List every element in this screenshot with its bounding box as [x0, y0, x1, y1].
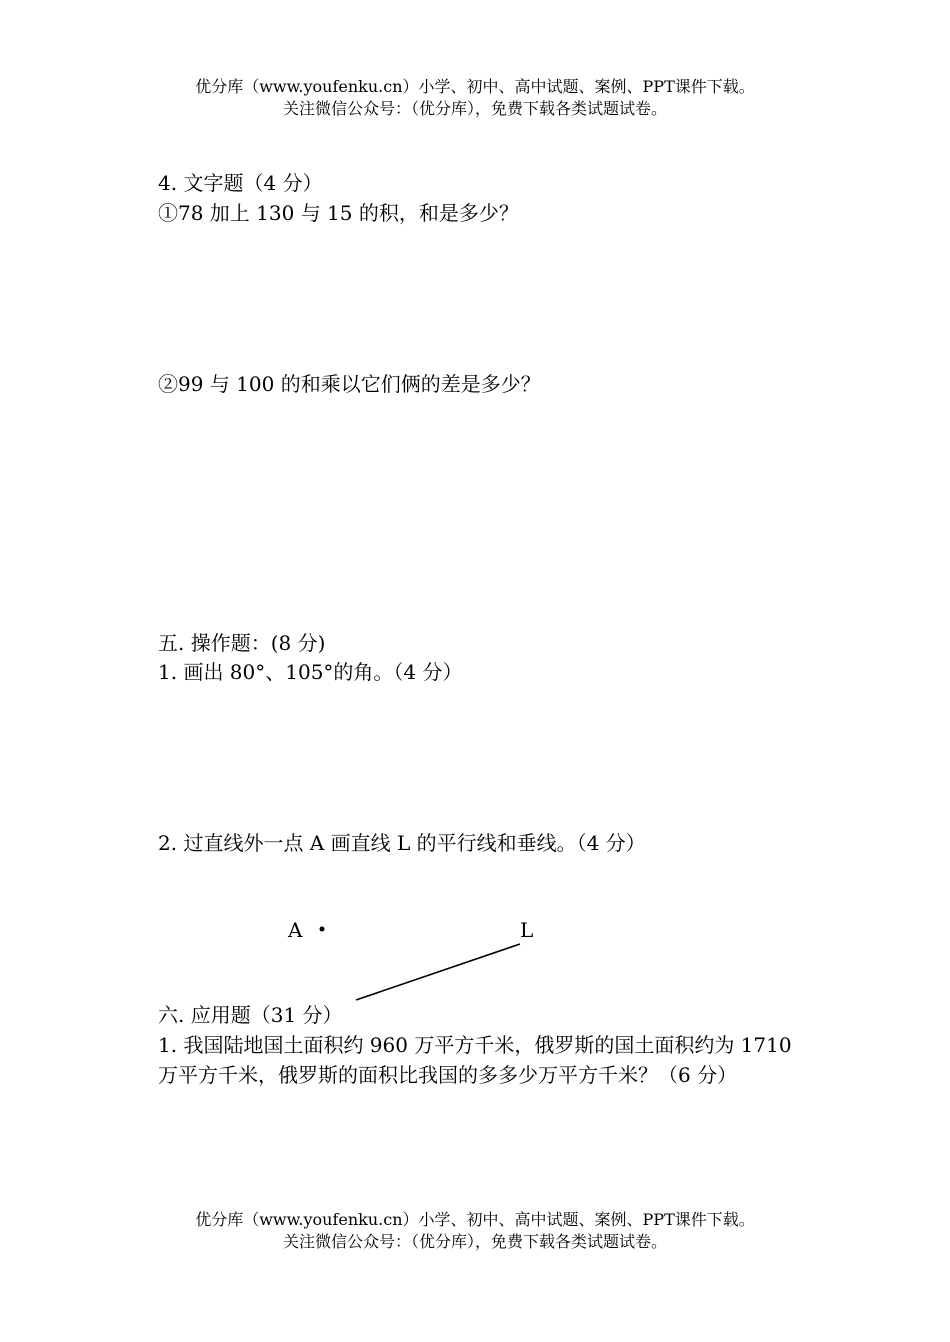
section-5-title: 五. 操作题：(8 分)	[158, 631, 326, 655]
footer-line-2: 关注微信公众号：（优分库），免费下载各类试题试卷。	[282, 1232, 667, 1251]
footer-line-1: 优分库（www.youfenku.cn）小学、初中、高中试题、案例、PPT课件下载。	[195, 1210, 755, 1229]
line-l-label: L	[520, 918, 534, 942]
point-a-dot	[320, 927, 325, 932]
question-5-2: 2. 过直线外一点 A 画直线 L 的平行线和垂线。（4 分）	[158, 831, 646, 855]
question-5-1: 1. 画出 80°、105°的角。（4 分）	[158, 660, 463, 684]
header-line-1: 优分库（www.youfenku.cn）小学、初中、高中试题、案例、PPT课件下载。	[195, 77, 755, 96]
page-header	[0, 76, 950, 120]
header-line-2: 关注微信公众号：（优分库），免费下载各类试题试卷。	[282, 99, 667, 118]
question-4-1: ①78 加上 130 与 15 的积，和是多少？	[158, 201, 519, 225]
question-4-2: ②99 与 100 的和乘以它们俩的差是多少？	[158, 372, 541, 396]
point-a-label: A	[288, 918, 303, 942]
question-6-1: 1. 我国陆地国土面积约 960 万平方千米，俄罗斯的国土面积约为 1710 万平方千米，俄罗斯的面积比我国的多多少万平方千米？（6 分）	[158, 1033, 792, 1087]
section-4-title: 4. 文字题（4 分）	[158, 171, 323, 195]
line-l	[356, 944, 520, 1000]
page-footer	[0, 1209, 950, 1253]
section-6-title: 六. 应用题（31 分）	[158, 1003, 343, 1027]
